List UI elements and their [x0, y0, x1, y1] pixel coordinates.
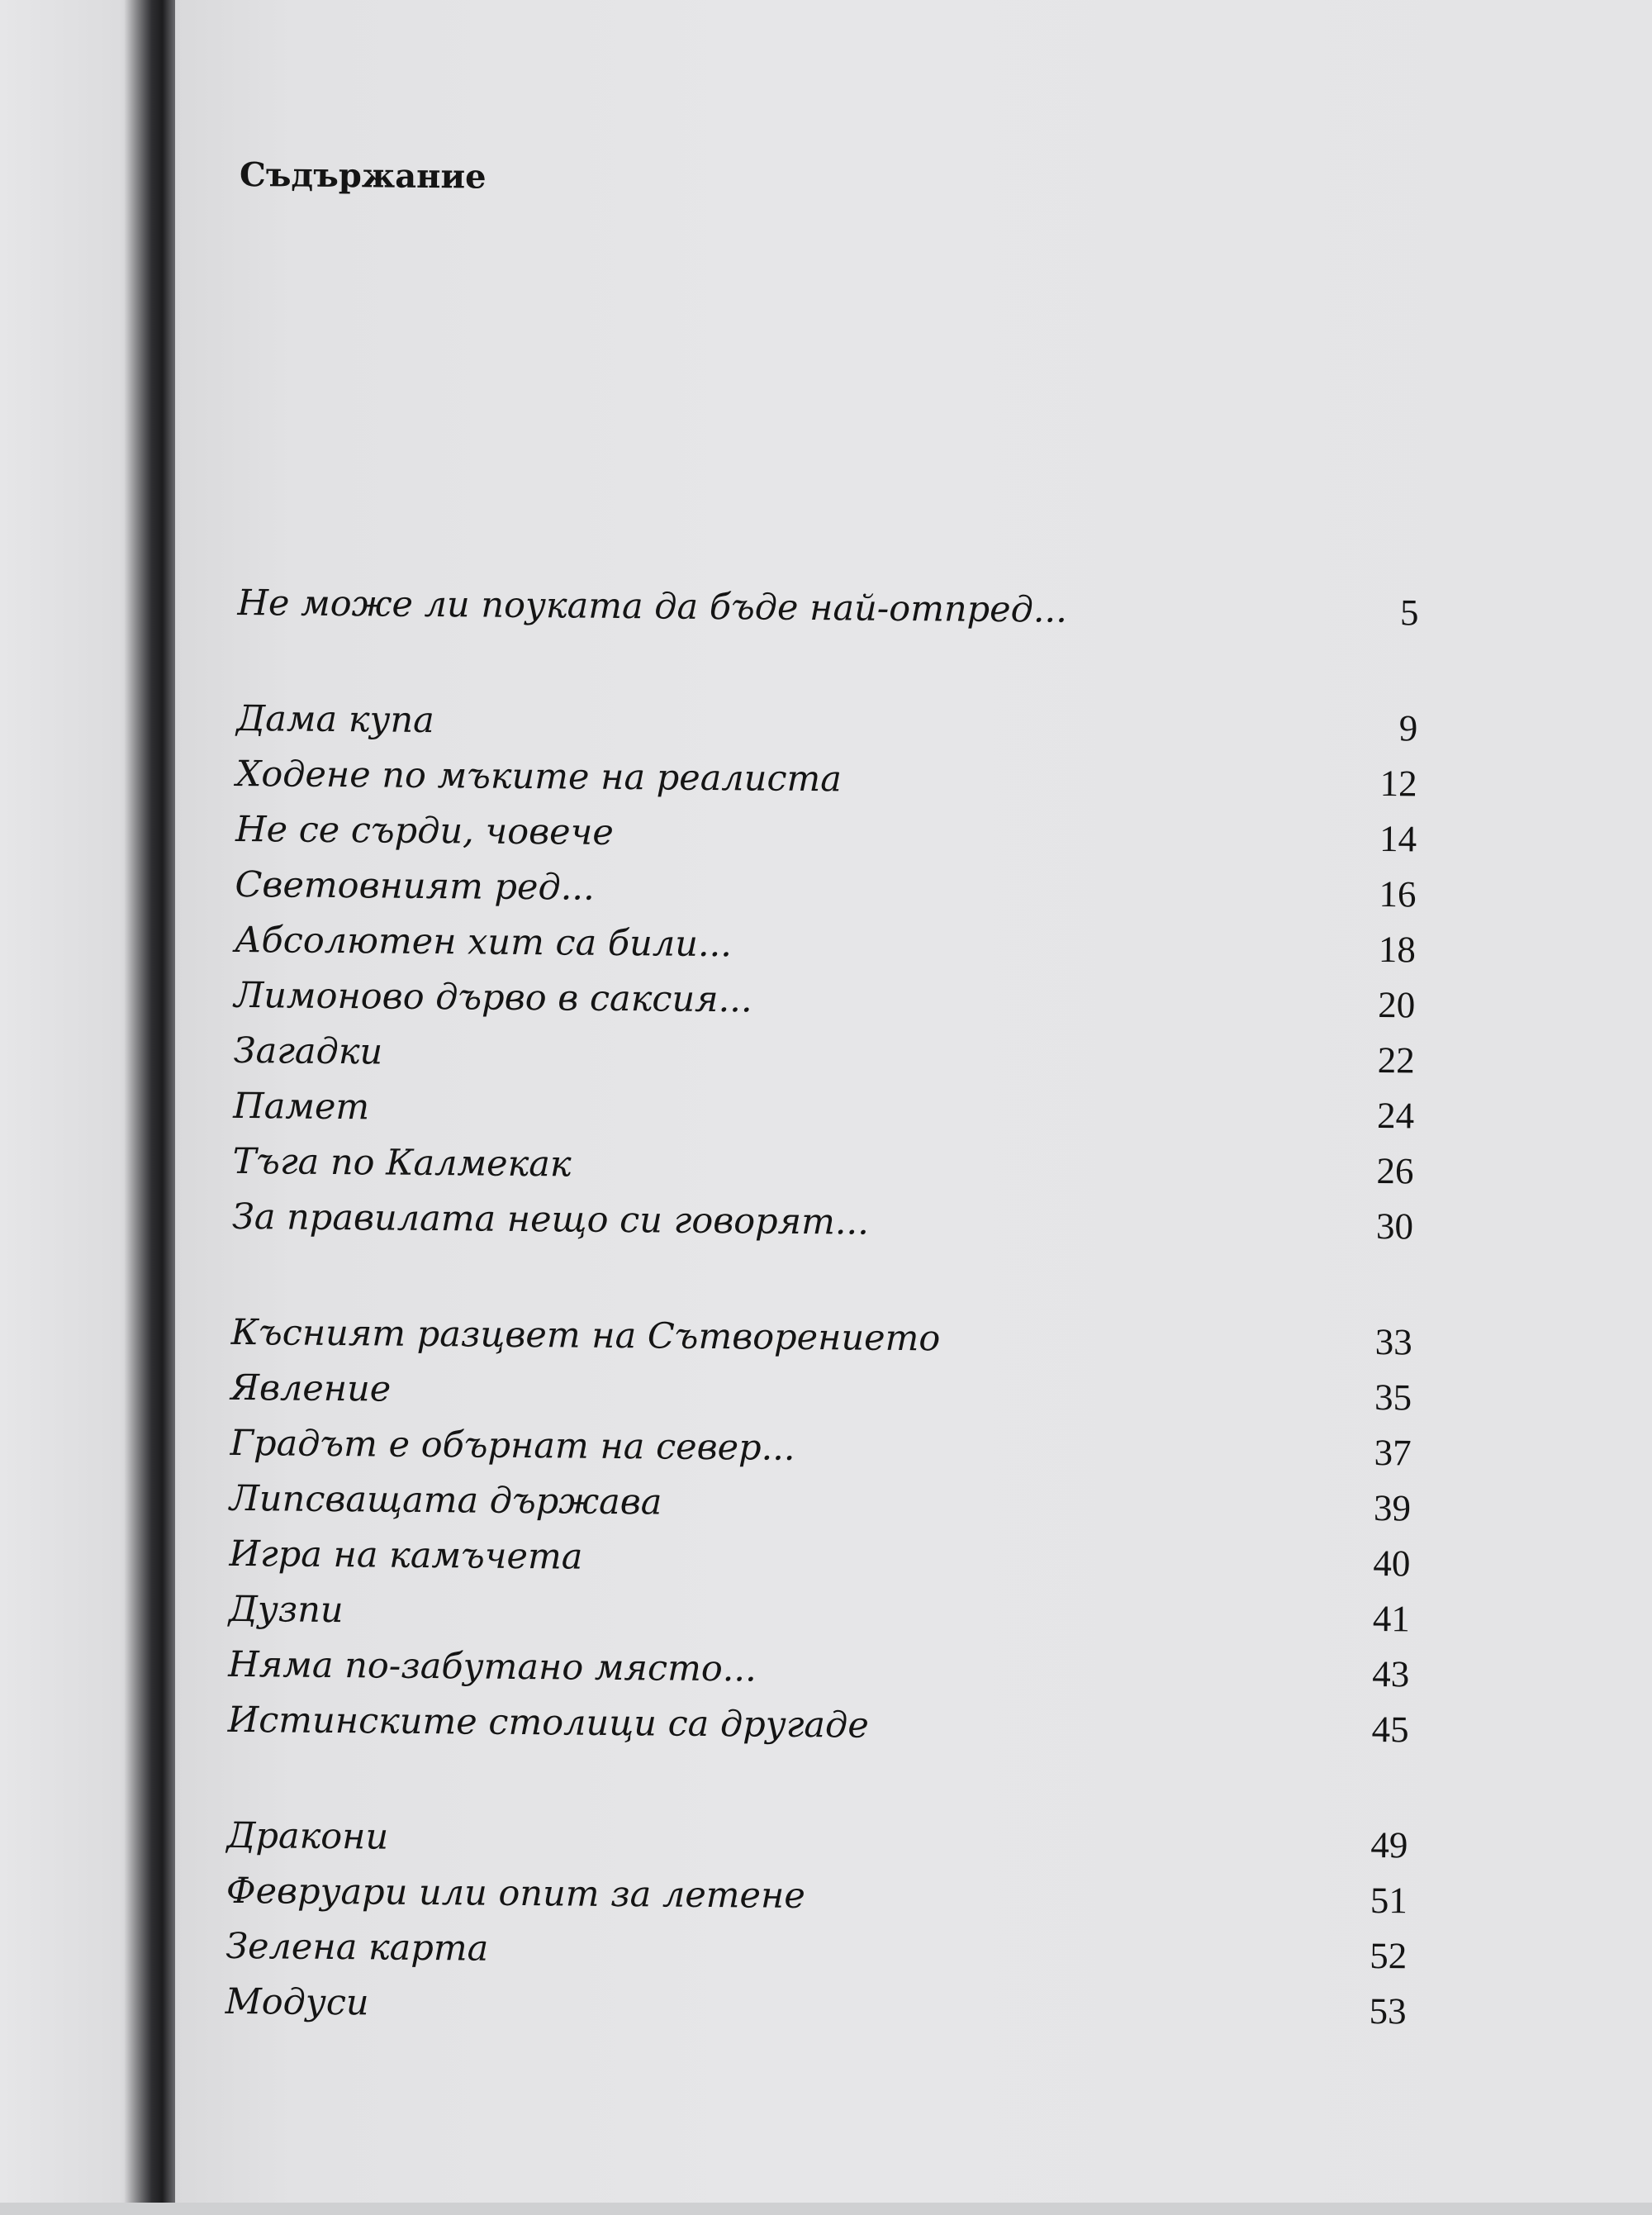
toc-heading: Съдържание	[239, 154, 487, 197]
toc-entry-title: Късният разцвет на Сътворението	[230, 1311, 941, 1360]
toc-entry-title: Няма по-забутано място...	[228, 1643, 757, 1690]
toc-entry-page: 5	[1399, 592, 1419, 634]
toc-entry-title: Липсващата държава	[229, 1477, 662, 1523]
toc-entry	[229, 1532, 1410, 1591]
toc-entry	[230, 1421, 1411, 1481]
toc-entry	[235, 918, 1416, 977]
toc-entry-page: 35	[1374, 1376, 1412, 1419]
toc-entry-page: 43	[1372, 1652, 1410, 1695]
toc-entry-page: 26	[1376, 1150, 1414, 1192]
toc-entry	[226, 1869, 1408, 1928]
toc-entry-page: 30	[1375, 1205, 1414, 1248]
toc-entry-page: 22	[1377, 1039, 1415, 1081]
toc-entry-page: 24	[1376, 1095, 1415, 1137]
toc-entry-title: Памет	[232, 1085, 370, 1129]
toc-entry-title: Дракони	[226, 1814, 389, 1858]
toc-entry-title: Лимоново дърво в саксия...	[234, 974, 752, 1021]
toc-entry	[236, 696, 1417, 756]
toc-entry-title: Модуси	[225, 1980, 369, 2024]
toc-entry	[227, 1698, 1408, 1757]
toc-entry	[230, 1366, 1412, 1425]
toc-entry	[229, 1587, 1410, 1647]
toc-entry-title: Игра на камъчета	[229, 1533, 583, 1578]
toc-entry-page: 53	[1369, 1989, 1407, 2032]
toc-entry-page: 37	[1374, 1432, 1412, 1474]
toc-entry-page: 51	[1370, 1879, 1408, 1922]
toc-entry-title: Градът е обърнат на север...	[230, 1422, 795, 1469]
toc-entry	[237, 581, 1418, 640]
toc-entry-page: 9	[1398, 707, 1418, 749]
toc-entry	[235, 863, 1416, 922]
toc-entry-title: Не се сърди, човече	[235, 808, 615, 853]
toc-entry	[228, 1642, 1409, 1702]
toc-entry-title: Зелена карта	[225, 1925, 489, 1970]
toc-entry-title: Дузпи	[228, 1588, 344, 1632]
toc-entry-page: 40	[1373, 1542, 1411, 1585]
toc-entry	[233, 1029, 1414, 1088]
toc-entry	[232, 1139, 1413, 1199]
toc-entry-page: 41	[1372, 1597, 1411, 1640]
toc-entry-page: 16	[1379, 873, 1417, 915]
toc-entry-title: Световният ред...	[235, 863, 595, 909]
toc-entry	[225, 1980, 1406, 2039]
toc-entry-page: 52	[1370, 1934, 1408, 1977]
toc-entry-page: 18	[1378, 929, 1417, 971]
toc-entry-page: 20	[1378, 984, 1416, 1026]
toc-entry-title: Дама купа	[236, 697, 435, 742]
toc-entry-page: 39	[1373, 1487, 1412, 1529]
toc-entry-page: 49	[1370, 1823, 1408, 1866]
toc-entry-title: Явление	[230, 1367, 392, 1410]
toc-entry	[231, 1310, 1412, 1370]
toc-entry-page: 33	[1374, 1321, 1412, 1363]
toc-entry-title: Ходене по мъките на реалиста	[235, 753, 843, 801]
toc-entry-page: 14	[1379, 818, 1417, 860]
toc-entry-title: Тъга по Калмекак	[232, 1140, 572, 1186]
toc-entry-page: 12	[1379, 763, 1417, 805]
toc-entry-page: 45	[1371, 1708, 1409, 1751]
toc-entry	[235, 807, 1417, 867]
toc-entry	[225, 1924, 1407, 1984]
toc-entry-title: Истинските столици са другаде	[227, 1699, 869, 1747]
toc-entry	[232, 1195, 1413, 1254]
toc-entry-title: Загадки	[233, 1029, 383, 1073]
toc-entry	[233, 1084, 1414, 1143]
toc-entry	[235, 752, 1417, 811]
toc-entry-title: За правилата нещо си говорят...	[231, 1195, 870, 1243]
toc-entry	[226, 1813, 1408, 1873]
toc-entry-title: Не може ли поуката да бъде най-отпред...	[237, 582, 1068, 631]
toc-entry	[234, 973, 1415, 1033]
toc-entry-title: Февруари или опит за летене	[225, 1870, 805, 1918]
toc-entry	[230, 1476, 1411, 1536]
toc-entry-title: Абсолютен хит са били...	[234, 919, 733, 966]
